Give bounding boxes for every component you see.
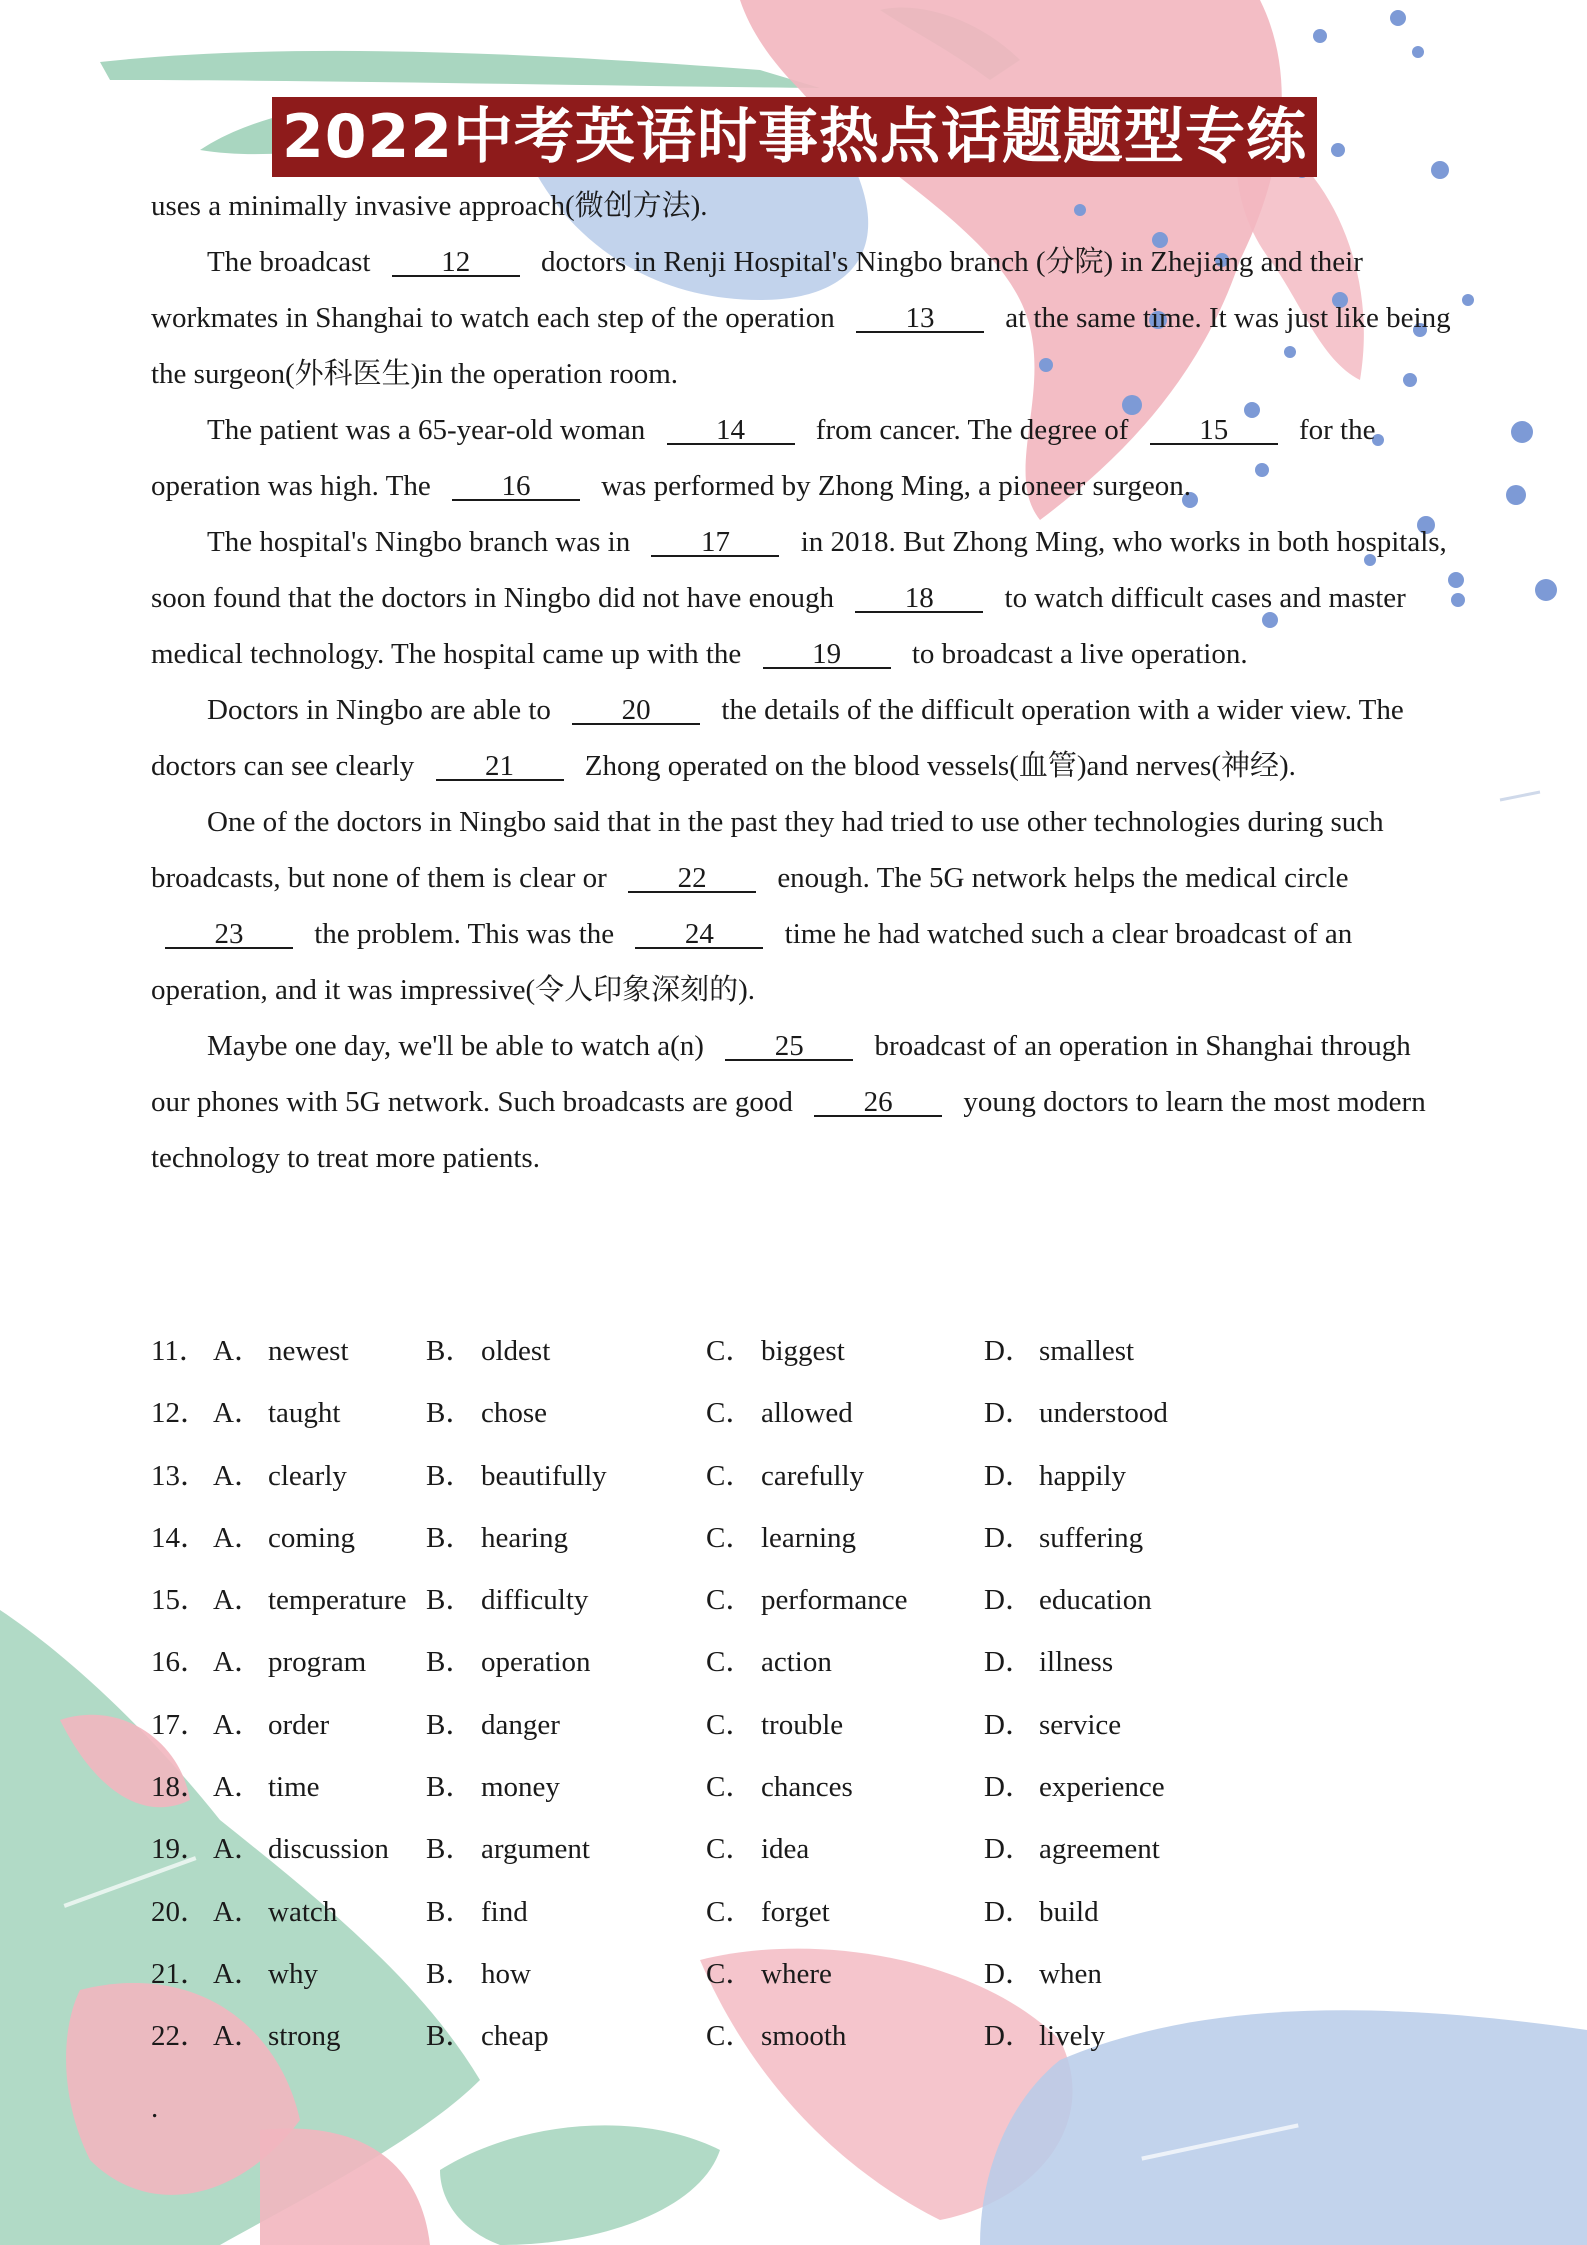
question-number: 13．	[151, 1459, 210, 1492]
answer-option[interactable]	[213, 1818, 389, 1880]
green-brush-blob	[440, 2125, 720, 2245]
option-word: find	[481, 1895, 528, 1928]
option-letter: A．	[213, 2020, 263, 2053]
passage-text: was performed by Zhong Ming, a pioneer surgeon.	[593, 470, 1192, 502]
passage-text: enough. The 5G network helps the medical circle	[770, 862, 1349, 894]
option-letter: B．	[426, 1459, 475, 1492]
option-letter: D．	[984, 1459, 1034, 1492]
option-word: danger	[481, 1708, 560, 1741]
answer-option[interactable]	[426, 2005, 549, 2067]
answer-option[interactable]	[706, 1943, 832, 2005]
option-word: build	[1039, 1895, 1099, 1928]
option-word: beautifully	[481, 1459, 607, 1492]
answer-blank[interactable]: 17	[651, 529, 779, 557]
answer-option[interactable]	[426, 1943, 531, 2005]
option-letter: B．	[426, 1957, 475, 1990]
question-number: 22．	[151, 2020, 210, 2053]
option-letter: C．	[706, 1895, 755, 1928]
question-number: 17．	[151, 1708, 210, 1741]
option-word: illness	[1039, 1646, 1114, 1679]
option-letter: C．	[706, 1957, 755, 1990]
answer-option[interactable]	[984, 1694, 1121, 1756]
option-letter: B．	[426, 1646, 475, 1679]
passage-text: The hospital's Ningbo branch was in	[207, 526, 638, 558]
option-word: difficulty	[481, 1584, 589, 1617]
question-number: 12．	[151, 1397, 210, 1430]
answer-blank[interactable]: 18	[855, 585, 983, 613]
answer-option[interactable]	[984, 1631, 1113, 1693]
answer-option[interactable]	[706, 1631, 832, 1693]
answer-blank[interactable]: 13	[856, 305, 984, 333]
option-word: discussion	[268, 1833, 389, 1866]
passage-text: to broadcast a live operation.	[904, 638, 1248, 670]
option-letter: D．	[984, 1708, 1034, 1741]
answer-blank[interactable]: 24	[635, 921, 763, 949]
option-letter: A．	[213, 1771, 263, 1804]
option-letter: C．	[706, 1459, 755, 1492]
passage-paragraph	[151, 682, 1451, 794]
answer-blank[interactable]: 22	[628, 865, 756, 893]
option-letter: A．	[213, 1584, 263, 1617]
option-word: education	[1039, 1584, 1152, 1617]
footer-mark: .	[151, 2092, 159, 2124]
question-number: 15．	[151, 1584, 210, 1617]
option-letter: D．	[984, 1335, 1034, 1367]
passage-text: to watch difficult cases and master medical technology. The hospital came up with the	[151, 582, 1406, 670]
answer-option[interactable]	[213, 1881, 337, 1943]
passage-text: in 2018. But Zhong Ming, who works in both hospitals, soon found that the doctors in Ningbo did not have enough	[151, 526, 1447, 614]
answer-option[interactable]	[706, 1507, 856, 1569]
option-word: hearing	[481, 1521, 568, 1554]
passage	[151, 178, 1451, 1186]
option-letter: C．	[706, 1646, 755, 1679]
answer-option[interactable]	[984, 1756, 1165, 1818]
option-letter: C．	[706, 1335, 755, 1367]
question-number: 19．	[151, 1833, 210, 1866]
option-word: newest	[268, 1335, 349, 1367]
passage-text: The patient was a 65-year-old woman	[207, 414, 653, 446]
passage-paragraph	[151, 234, 1451, 402]
answer-option[interactable]	[426, 1631, 591, 1693]
option-letter: D．	[984, 2020, 1034, 2053]
option-word: oldest	[481, 1335, 551, 1367]
answer-option[interactable]	[213, 1694, 329, 1756]
option-word: forget	[761, 1895, 830, 1928]
option-letter: C．	[706, 1771, 755, 1804]
option-word: time	[268, 1771, 320, 1804]
question-number: 14．	[151, 1521, 210, 1554]
option-word: lively	[1039, 2020, 1106, 2053]
passage-paragraph	[151, 1018, 1451, 1186]
option-word: clearly	[268, 1459, 347, 1492]
passage-text: doctors in Renji Hospital's Ningbo branch (分院) in Zhejiang and their workmates in Shanghai to watch each step of the operation	[151, 246, 1363, 334]
question-number: 20．	[151, 1895, 210, 1928]
option-word: money	[481, 1771, 560, 1804]
option-word: cheap	[481, 2020, 549, 2053]
option-letter: A．	[213, 1708, 263, 1741]
answer-blank[interactable]: 12	[392, 249, 520, 277]
option-letter: D．	[984, 1646, 1034, 1679]
option-word: action	[761, 1646, 832, 1679]
answer-option[interactable]	[426, 1569, 588, 1631]
answer-option[interactable]	[426, 1507, 568, 1569]
passage-text: for the operation was high. The	[151, 414, 1376, 502]
option-word: smooth	[761, 2020, 847, 2053]
option-letter: B．	[426, 1397, 475, 1430]
option-word: carefully	[761, 1459, 865, 1492]
option-letter: B．	[426, 1708, 475, 1741]
option-letter: A．	[213, 1335, 263, 1367]
option-letter: A．	[213, 1459, 263, 1492]
answer-option[interactable]	[984, 1818, 1160, 1880]
passage-text: Doctors in Ningbo are able to	[207, 694, 559, 726]
option-word: watch	[268, 1895, 338, 1928]
option-letter: C．	[706, 1521, 755, 1554]
option-word: biggest	[761, 1335, 845, 1367]
answer-option[interactable]	[984, 2005, 1105, 2067]
option-word: idea	[761, 1833, 810, 1866]
option-letter: B．	[426, 1771, 475, 1804]
passage-paragraph	[151, 402, 1451, 514]
option-word: allowed	[761, 1397, 853, 1430]
option-word: suffering	[1039, 1521, 1144, 1554]
answer-option[interactable]	[426, 1818, 590, 1880]
pink-brush-blob	[260, 2128, 430, 2245]
option-word: experience	[1039, 1771, 1165, 1804]
option-letter: D．	[984, 1397, 1034, 1430]
white-streak	[1500, 792, 1540, 800]
option-word: trouble	[761, 1708, 844, 1741]
passage-text: uses a minimally invasive approach(微创方法).	[151, 190, 708, 222]
option-word: chances	[761, 1771, 853, 1804]
option-word: program	[268, 1646, 367, 1679]
answer-blank[interactable]: 21	[436, 753, 564, 781]
passage-text: the details of the difficult operation with a wider view. The doctors can see clearly	[151, 694, 1404, 782]
option-letter: D．	[984, 1771, 1034, 1804]
page-title: 2022中考英语时事热点话题题型专练	[272, 97, 1317, 177]
option-word: when	[1039, 1957, 1102, 1990]
passage-paragraph	[151, 794, 1451, 1018]
option-letter: A．	[213, 1646, 263, 1679]
answer-option[interactable]	[984, 1569, 1152, 1631]
answer-option[interactable]	[984, 1382, 1168, 1444]
option-letter: D．	[984, 1833, 1034, 1866]
answer-option[interactable]	[426, 1881, 528, 1943]
option-letter: A．	[213, 1957, 263, 1990]
answer-option[interactable]	[706, 1818, 809, 1880]
answer-option[interactable]	[213, 1507, 355, 1569]
option-word: understood	[1039, 1397, 1168, 1430]
option-word: taught	[268, 1397, 341, 1430]
answer-option[interactable]	[213, 1631, 366, 1693]
question-number: 21．	[151, 1957, 210, 1990]
passage-text: Maybe one day, we'll be able to watch a(n)	[207, 1030, 712, 1062]
passage-text: from cancer. The degree of	[808, 414, 1136, 446]
option-letter: B．	[426, 1521, 475, 1554]
answer-option[interactable]	[426, 1382, 547, 1444]
option-word: order	[268, 1708, 330, 1741]
passage-text: Zhong operated on the blood vessels(血管)and nerves(神经).	[577, 750, 1296, 782]
option-letter: B．	[426, 1833, 475, 1866]
option-word: operation	[481, 1646, 591, 1679]
answer-option[interactable]	[706, 1881, 830, 1943]
answer-option[interactable]	[426, 1694, 560, 1756]
answer-option[interactable]	[984, 1507, 1143, 1569]
answer-option[interactable]	[213, 2005, 341, 2067]
answer-option[interactable]	[426, 1756, 560, 1818]
answer-blank[interactable]: 25	[725, 1033, 853, 1061]
option-letter: D．	[984, 1584, 1034, 1617]
option-word: how	[481, 1957, 531, 1990]
answer-option[interactable]	[706, 1382, 853, 1444]
option-letter: B．	[426, 2020, 475, 2053]
option-word: coming	[268, 1521, 355, 1554]
answer-option[interactable]	[984, 1943, 1102, 2005]
passage-text: the problem. This was the	[307, 918, 622, 950]
option-letter: B．	[426, 1584, 475, 1617]
answer-option[interactable]	[706, 1320, 845, 1382]
answer-blank[interactable]: 14	[667, 417, 795, 445]
passage-text: at the same time. It was just like being the surgeon(外科医生)in the operation room.	[151, 302, 1451, 390]
option-word: learning	[761, 1521, 857, 1554]
option-word: temperature	[268, 1584, 407, 1617]
answer-option[interactable]	[706, 2005, 846, 2067]
option-word: service	[1039, 1708, 1122, 1741]
passage-paragraph	[151, 514, 1451, 682]
option-letter: B．	[426, 1335, 475, 1367]
answer-option[interactable]	[213, 1569, 406, 1631]
answer-option[interactable]	[426, 1320, 550, 1382]
question-number: 16．	[151, 1646, 210, 1679]
question-number: 11．	[151, 1335, 208, 1367]
answer-blank[interactable]: 26	[814, 1089, 942, 1117]
answer-option[interactable]	[706, 1445, 864, 1507]
option-letter: B．	[426, 1895, 475, 1928]
answer-option[interactable]	[213, 1382, 341, 1444]
option-word: where	[761, 1957, 832, 1990]
question-number: 18．	[151, 1771, 210, 1804]
answer-option[interactable]	[213, 1756, 320, 1818]
option-letter: C．	[706, 1584, 755, 1617]
option-word: strong	[268, 2020, 341, 2053]
option-word: chose	[481, 1397, 548, 1430]
option-letter: D．	[984, 1895, 1034, 1928]
answer-option[interactable]	[213, 1943, 318, 2005]
answer-option[interactable]	[706, 1756, 853, 1818]
answer-blank[interactable]: 19	[763, 641, 891, 669]
option-letter: D．	[984, 1957, 1034, 1990]
option-letter: A．	[213, 1397, 263, 1430]
passage-text: young doctors to learn the most modern technology to treat more patients.	[151, 1086, 1426, 1174]
answer-option[interactable]	[984, 1320, 1134, 1382]
option-word: why	[268, 1957, 318, 1990]
answer-option[interactable]	[213, 1320, 349, 1382]
option-letter: D．	[984, 1521, 1034, 1554]
option-word: argument	[481, 1833, 590, 1866]
option-letter: C．	[706, 2020, 755, 2053]
option-word: smallest	[1039, 1335, 1135, 1367]
option-word: happily	[1039, 1459, 1126, 1492]
answer-option[interactable]	[213, 1445, 347, 1507]
answer-blank[interactable]: 20	[572, 697, 700, 725]
passage-text: The broadcast	[207, 246, 378, 278]
answer-blank[interactable]: 23	[165, 921, 293, 949]
answer-option[interactable]	[706, 1569, 908, 1631]
green-brush-stroke	[100, 51, 820, 88]
passage-text: broadcast of an operation in Shanghai through our phones with 5G network. Such broadcasts are good	[151, 1030, 1411, 1118]
option-letter: A．	[213, 1895, 263, 1928]
option-letter: A．	[213, 1833, 263, 1866]
answer-option[interactable]	[984, 1445, 1126, 1507]
option-letter: C．	[706, 1397, 755, 1430]
answer-blank[interactable]: 16	[452, 473, 580, 501]
passage-paragraph	[151, 178, 1451, 234]
answer-option[interactable]	[984, 1881, 1099, 1943]
option-letter: C．	[706, 1833, 755, 1866]
passage-text: time he had watched such a clear broadcast of an operation, and it was impressive(令人印象深刻的).	[151, 918, 1353, 1006]
answer-option[interactable]	[706, 1694, 843, 1756]
passage-text: One of the doctors in Ningbo said that in the past they had tried to use other technologies during such broadcasts, but none of them is clear or	[151, 806, 1384, 894]
option-letter: A．	[213, 1521, 263, 1554]
answer-blank[interactable]: 15	[1150, 417, 1278, 445]
option-word: agreement	[1039, 1833, 1160, 1866]
answer-option[interactable]	[426, 1445, 607, 1507]
option-word: performance	[761, 1584, 908, 1617]
option-letter: C．	[706, 1708, 755, 1741]
